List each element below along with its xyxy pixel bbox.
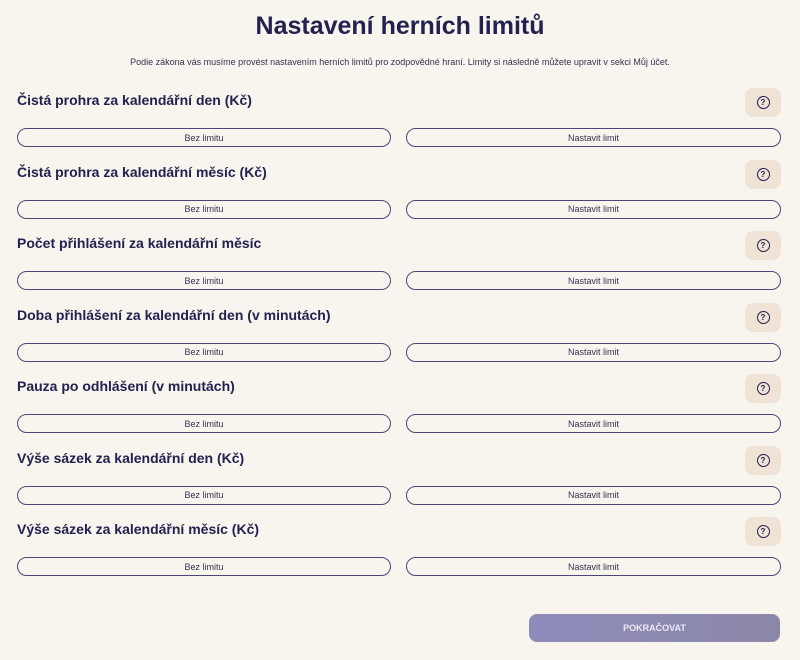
limit-section: [17, 303, 781, 375]
help-icon: ?: [757, 168, 770, 181]
limit-heading: Počet přihlášení za kalendářní měsíc: [17, 235, 262, 251]
set-limit-button[interactable]: Nastavit limit: [406, 557, 781, 576]
help-button[interactable]: [745, 231, 781, 260]
limit-section: [17, 160, 781, 232]
set-limit-button[interactable]: Nastavit limit: [406, 343, 781, 362]
help-icon: ?: [757, 382, 770, 395]
set-limit-button[interactable]: Nastavit limit: [406, 271, 781, 290]
help-icon: ?: [757, 311, 770, 324]
page-title: Nastavení herních limitů: [255, 12, 545, 40]
no-limit-button[interactable]: Bez limitu: [17, 343, 391, 362]
no-limit-button[interactable]: Bez limitu: [17, 414, 391, 433]
limit-section: [17, 517, 781, 589]
limit-heading: Výše sázek za kalendářní den (Kč): [17, 449, 245, 466]
limit-section: [17, 446, 781, 518]
set-limit-button[interactable]: Nastavit limit: [406, 200, 781, 219]
continue-button[interactable]: POKRAČOVAT: [529, 614, 780, 642]
help-icon: ?: [757, 96, 770, 109]
set-limit-button[interactable]: Nastavit limit: [406, 486, 781, 505]
limit-heading: Čistá prohra za kalendářní měsíc (Kč): [17, 163, 267, 180]
help-button[interactable]: [745, 517, 781, 546]
help-button[interactable]: [745, 374, 781, 403]
help-button[interactable]: [745, 303, 781, 332]
limit-section: [17, 374, 781, 446]
limit-section: [17, 88, 781, 160]
help-icon: ?: [757, 525, 770, 538]
limit-heading: Doba přihlášení za kalendářní den (v minutách): [17, 306, 331, 323]
no-limit-button[interactable]: Bez limitu: [17, 200, 391, 219]
help-button[interactable]: [745, 88, 781, 117]
help-icon: ?: [757, 454, 770, 467]
no-limit-button[interactable]: Bez limitu: [17, 271, 391, 290]
limit-heading: Čistá prohra za kalendářní den (Kč): [17, 92, 252, 108]
limit-section: [17, 231, 781, 303]
set-limit-button[interactable]: Nastavit limit: [406, 414, 781, 433]
limit-heading: Výše sázek za kalendářní měsíc (Kč): [17, 521, 260, 537]
help-button[interactable]: [745, 160, 781, 189]
no-limit-button[interactable]: Bez limitu: [17, 557, 391, 576]
help-button[interactable]: [745, 446, 781, 475]
no-limit-button[interactable]: Bez limitu: [17, 128, 391, 147]
help-icon: ?: [757, 239, 770, 252]
limit-heading: Pauza po odhlášení (v minutách): [17, 378, 235, 394]
set-limit-button[interactable]: Nastavit limit: [406, 128, 781, 147]
intro-text: Podie zákona vás musíme provést nastavením herních limitů pro zodpovědné hraní. Limity si následně můžete upravit v sekci Můj účet.: [130, 57, 670, 67]
no-limit-button[interactable]: Bez limitu: [17, 486, 391, 505]
